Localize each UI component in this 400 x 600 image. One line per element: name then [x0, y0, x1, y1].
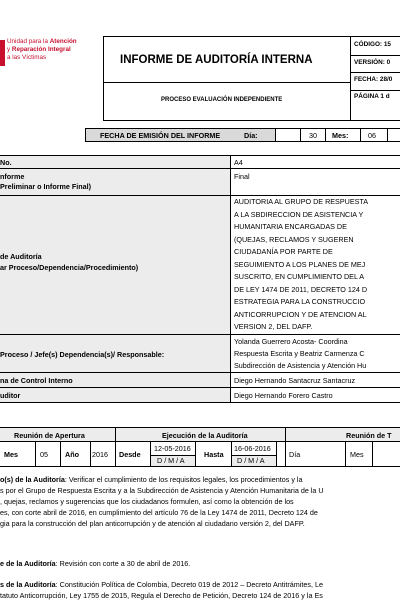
opening-year-value: 2016 [92, 450, 108, 459]
entity-name-3: a las Víctimas [7, 54, 47, 61]
closing-month-label: Mes [350, 450, 364, 459]
audit-name-line: CIUDADANÍA POR PARTE DE [234, 247, 333, 256]
audit-name-line: ANTICORRUPCION Y DE ATENCION AL [234, 309, 367, 319]
issue-day-value: 30 [309, 131, 317, 140]
objective-line: , quejas, reclamos y sugerencias que los ciudadanos formulen, así como la obtención de los [0, 497, 294, 506]
audit-number-label: No. [0, 158, 12, 167]
audit-scope [0, 559, 190, 568]
audit-name-label-1: de Auditoría [0, 252, 42, 261]
audit-name-line: SUSCRITO, EN CUMPLIMIENTO DEL A [234, 272, 365, 281]
from-date-format: D / M / A [157, 456, 185, 465]
objective-line: es, con corte abril de 2016, en cumplimiento del artículo 76 de la Ley 1474 de 2011, Decreto 124 de [0, 508, 318, 517]
audit-name-line: VERSION 2, DEL DAFP. [234, 322, 313, 331]
audit-name-line: (QUEJAS, RECLAMOS Y SUGEREN [234, 234, 354, 244]
responsible-line: Respuesta Escrita y Beatriz Carmenza C [234, 349, 365, 358]
opening-month-value: 05 [40, 450, 48, 459]
responsible-line: Subdirección de Asistencia y Atención Hu [234, 361, 367, 370]
logo-icon [0, 40, 6, 70]
execution-label: Ejecución de la Auditoría [162, 431, 248, 440]
entity-name-2b: Reparación Integral [11, 46, 71, 53]
opening-year-label: Año [65, 450, 79, 459]
criteria-line: tatuto Anticorrupción, Ley 1755 de 2015, Regula el Derecho de Petición, Decreto 124 de 2016 y la Es [0, 591, 323, 600]
control-office-label: na de Control Interno [0, 376, 73, 385]
from-date: 12-05-2016 [154, 444, 191, 453]
issue-month-label: Mes: [332, 131, 349, 140]
to-date: 16-06-2016 [234, 444, 271, 453]
entity-name-1b: Atención [49, 38, 77, 45]
criteria-label: s de la Auditoría [0, 580, 56, 589]
audit-name-line: AUDITORIA AL GRUPO DE RESPUESTA [234, 197, 369, 206]
audit-name-line: HUMANITARIA ENCARGADAS DE [234, 222, 347, 231]
closing-meeting-label: Reunión de T [346, 431, 392, 440]
criteria-line: : Constitución Política de Colombia, Decreto 019 de 2012 – Decreto Antitrámites, Le [55, 580, 323, 589]
opening-month-label: Mes [4, 450, 18, 459]
to-date-format: D / M / A [237, 456, 265, 465]
to-label: Hasta [204, 450, 224, 459]
auditor-value: Diego Hernando Forero Castro [234, 391, 333, 400]
responsible-line: Yolanda Guerrero Acosta- Coordina [234, 337, 348, 346]
closing-day-label: Día [289, 450, 301, 459]
responsible-label: Proceso / Jefe(s) Dependencia(s)/ Responsable: [0, 350, 165, 359]
issue-month-value: 06 [368, 131, 376, 140]
doc-date: FECHA: 28/0 [354, 76, 393, 83]
control-office-value: Diego Hernando Santacruz Santacruz [234, 376, 356, 385]
issue-date-label: FECHA DE EMISIÓN DEL INFORME [100, 131, 221, 140]
process-name: PROCESO EVALUACIÓN INDEPENDIENTE [161, 97, 283, 103]
auditor-label: uditor [0, 391, 21, 400]
audit-name-label-2: ar Proceso/Dependencia/Procedimiento) [0, 263, 139, 272]
audit-name-line: DE LEY 1474 DE 2011, DECRETO 124 D [234, 284, 368, 294]
document-title: INFORME DE AUDITORÍA INTERNA [120, 54, 313, 66]
report-type-label-1: nforme [0, 172, 25, 181]
entity-logo [0, 38, 92, 90]
doc-code: CÓDIGO: 15 [354, 41, 391, 48]
entity-name-2: y [7, 46, 12, 53]
opening-meeting-label: Reunión de Apertura [14, 431, 85, 440]
scope-value: : Revisión con corte a 30 de abril de 2016. [55, 559, 191, 568]
report-type-value: Final [234, 172, 250, 181]
objective-line: gia para la construcción del plan anticorrupción y de atención al ciudadano versión 2, del DAFP. [0, 519, 305, 528]
objective-label: o(s) de la Auditoría [0, 475, 65, 484]
audit-name-line: SEGUIMIENTO A LOS PLANES DE MEJ [234, 259, 366, 269]
doc-version: VERSIÓN: 0 [354, 59, 391, 66]
doc-page: PÁGINA 1 d [354, 93, 390, 100]
entity-name-1: Unidad para la [7, 38, 50, 45]
objective-line: : Verificar el cumplimiento de los requisitos legales, los procedimientos y la [64, 475, 303, 484]
report-type-label-2: Preliminar o Informe Final) [0, 182, 92, 191]
audit-name-line: A LA SBDIRECCION DE ASISTENCIA Y [234, 209, 364, 219]
audit-number-value: A4 [234, 158, 243, 167]
objective-line: s por el Grupo de Respuesta Escrita y a la Subdirección de Asistencia y Atención Humanitaria de la U [0, 486, 324, 495]
issue-day-label: Día: [244, 131, 258, 140]
audit-name-line: ESTRATEGIA PARA LA CONSTRUCCIO [234, 297, 366, 306]
from-label: Desde [119, 450, 141, 459]
scope-label: e de la Auditoría [0, 559, 56, 568]
